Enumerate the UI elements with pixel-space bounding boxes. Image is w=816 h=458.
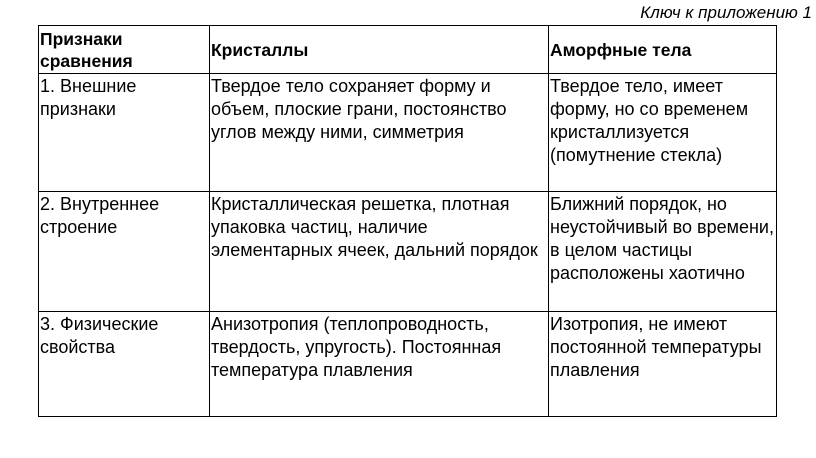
table-header-row (39, 26, 777, 74)
feature-cell: 2. Внутреннее строение (39, 192, 210, 312)
header-crystals: Кристаллы (210, 26, 549, 74)
caption: Ключ к приложению 1 (640, 3, 812, 22)
feature-cell: 1. Внешние признаки (39, 74, 210, 192)
crystals-cell: Кристаллическая решетка, плотная упаковка частиц, наличие элементарных ячеек, дальний порядок (210, 192, 549, 312)
header-amorphous: Аморфные тела (549, 26, 777, 74)
comparison-table (38, 25, 777, 417)
amorphous-cell: Твердое тело, имеет форму, но со временем кристаллизуется (помутнение стекла) (549, 74, 777, 192)
table-row (39, 192, 777, 312)
crystals-cell: Анизотропия (теплопроводность, твердость, упругость). Постоянная температура плавления (210, 312, 549, 417)
crystals-cell: Твердое тело сохраняет форму и объем, плоские грани, постоянство углов между ними, симметрия (210, 74, 549, 192)
table-row (39, 74, 777, 192)
feature-cell: 3. Физические свойства (39, 312, 210, 417)
amorphous-cell: Ближний порядок, но неустойчивый во времени, в целом частицы расположены хаотично (549, 192, 777, 312)
table-row (39, 312, 777, 417)
header-feature: Признаки сравнения (39, 26, 210, 74)
amorphous-cell: Изотропия, не имеют постоянной температуры плавления (549, 312, 777, 417)
